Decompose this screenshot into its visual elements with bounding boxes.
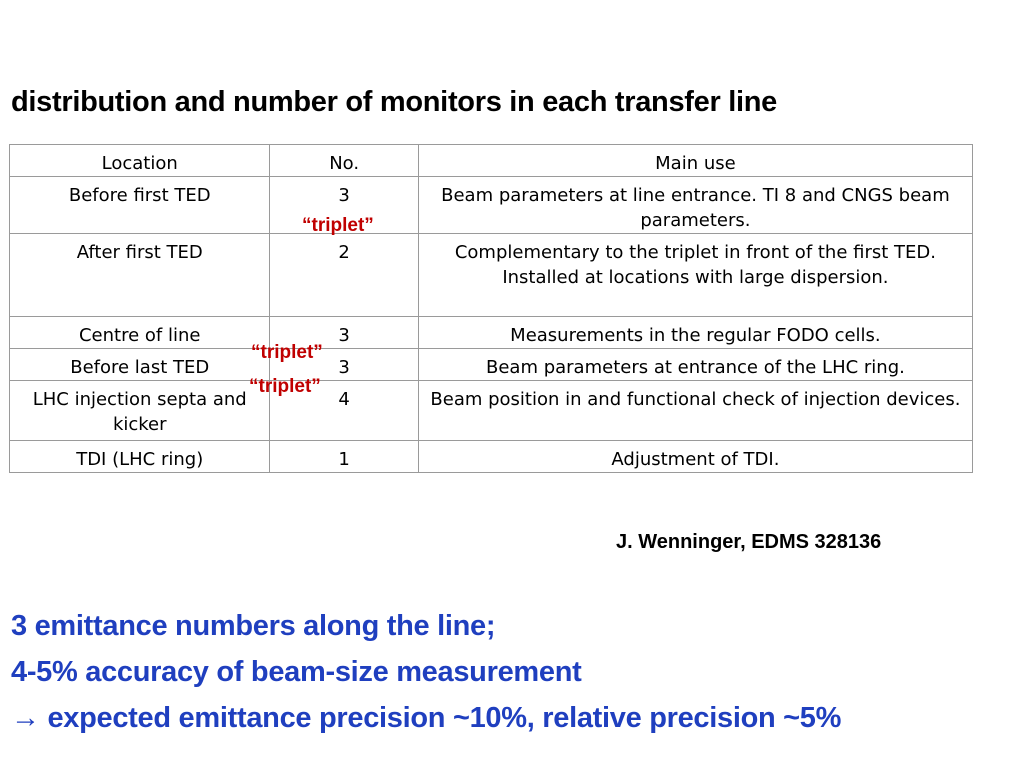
table-row	[10, 317, 973, 349]
cell-number: 3	[270, 317, 418, 349]
table-row	[10, 177, 973, 234]
header-location: Location	[10, 145, 270, 177]
slide-title: distribution and number of monitors in each transfer line	[11, 86, 777, 118]
cell-location: Before first TED	[10, 177, 270, 234]
triplet-annotation: “triplet”	[249, 376, 321, 397]
header-number: No.	[270, 145, 418, 177]
cell-location: Centre of line	[10, 317, 270, 349]
cell-location: After first TED	[10, 234, 270, 317]
conclusion-line: 3 emittance numbers along the line;	[11, 610, 496, 642]
table-row	[10, 234, 973, 317]
table-row	[10, 381, 973, 441]
cell-number: 1	[270, 441, 418, 473]
table-row	[10, 441, 973, 473]
reference-citation: J. Wenninger, EDMS 328136	[616, 531, 882, 553]
header-main-use: Main use	[418, 145, 972, 177]
cell-main-use: Complementary to the triplet in front of the first TED. Installed at locations with large dispersion.	[418, 234, 972, 317]
cell-main-use: Measurements in the regular FODO cells.	[418, 317, 972, 349]
triplet-annotation: “triplet”	[251, 342, 323, 363]
cell-number: 3	[270, 349, 418, 381]
cell-number: 3	[270, 177, 418, 234]
table-row	[10, 349, 973, 381]
cell-main-use: Beam parameters at entrance of the LHC ring.	[418, 349, 972, 381]
cell-number: 4	[270, 381, 418, 441]
cell-location: LHC injection septa and kicker	[10, 381, 270, 441]
cell-main-use: Beam position in and functional check of injection devices.	[418, 381, 972, 441]
conclusion-line: 4-5% accuracy of beam-size measurement	[11, 656, 582, 688]
cell-main-use: Adjustment of TDI.	[418, 441, 972, 473]
triplet-annotation: “triplet”	[302, 215, 374, 236]
cell-number: 2	[270, 234, 418, 317]
monitors-table	[9, 144, 973, 473]
conclusion-line: → expected emittance precision ~10%, relative precision ~5%	[11, 702, 842, 734]
cell-location: Before last TED	[10, 349, 270, 381]
cell-location: TDI (LHC ring)	[10, 441, 270, 473]
cell-main-use: Beam parameters at line entrance. TI 8 and CNGS beam parameters.	[418, 177, 972, 234]
table-header-row	[10, 145, 973, 177]
